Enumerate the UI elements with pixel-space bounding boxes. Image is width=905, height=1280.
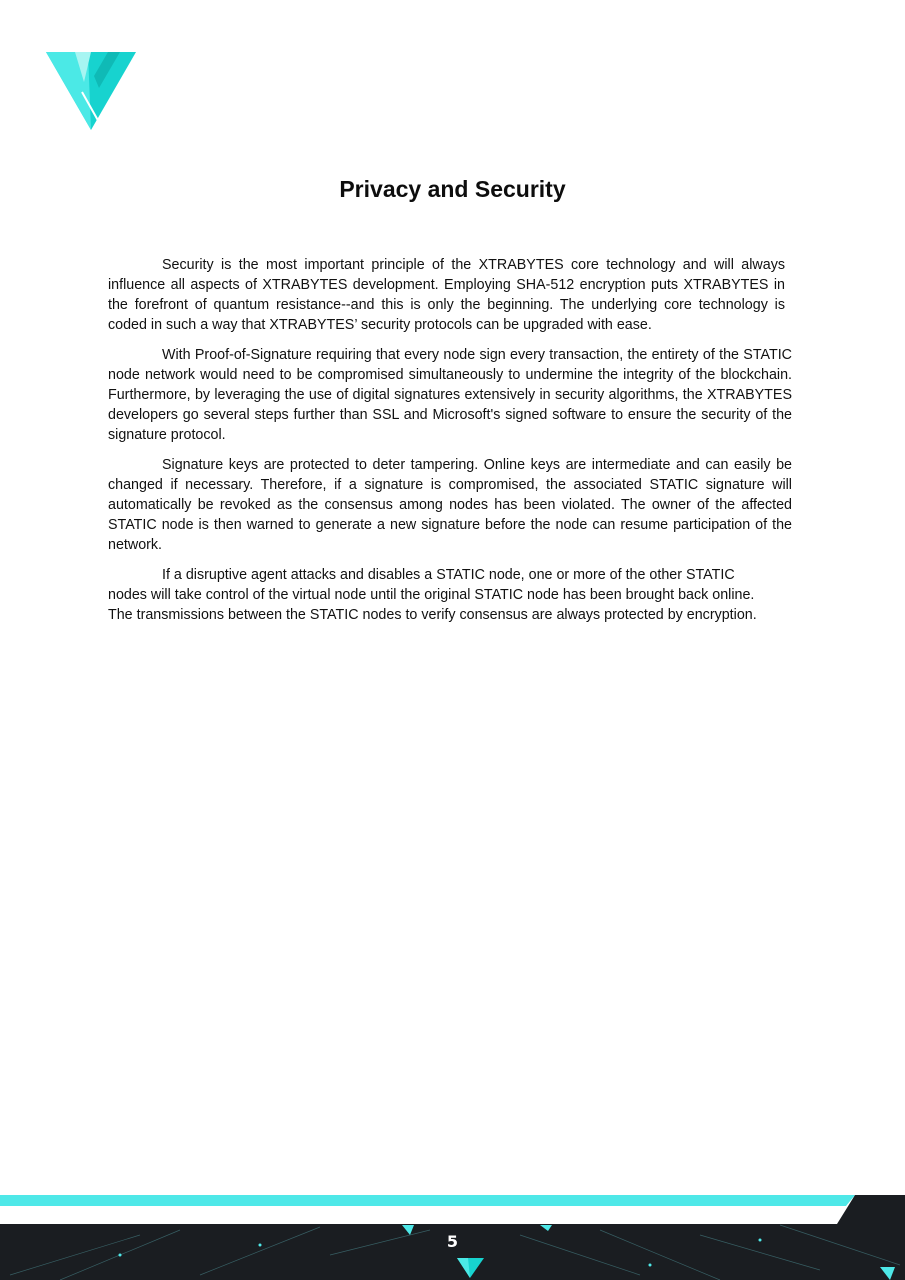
body-text xyxy=(108,255,792,635)
xtrabytes-logo-icon xyxy=(46,52,136,130)
page-title: Privacy and Security xyxy=(339,176,566,202)
paragraph-disruptive-agent: If a disruptive agent attacks and disables a STATIC node, one or more of the other STATIC nodes will take control of the virtual node until the original STATIC node has been brought back online. The transmissions between the STATIC nodes to verify consensus are always protected by encryption. xyxy=(108,567,757,623)
paragraph-signature-keys: Signature keys are protected to deter tampering. Online keys are intermediate and can easily be changed if necessary. Therefore, if a signature is compromised, the associated STATIC signature will automatically be revoked as the consensus among nodes has been violated. The owner of the affected STATIC node is then warned to generate a new signature before the node can resume participation of the network. xyxy=(108,457,792,553)
paragraph-security-principle: Security is the most important principle of the XTRABYTES core technology and will always influence all aspects of XTRABYTES development. Employing SHA-512 encryption puts XTRABYTES in the forefront of quantum resistance--and this is only the beginning. The underlying core technology is coded in such a way that XTRABYTES’ security protocols can be upgraded with ease. xyxy=(108,257,785,333)
paragraph-proof-of-signature: With Proof-of-Signature requiring that every node sign every transaction, the entirety of the STATIC node network would need to be compromised simultaneously to undermine the integrity of the blockchain. Furthermore, by leveraging the use of digital signatures extensively in security algorithms, the XTRABYTES developers go several steps further than SSL and Microsoft's signed software to ensure the security of the signature protocol. xyxy=(108,347,792,443)
page-number: 5 xyxy=(446,1232,459,1251)
